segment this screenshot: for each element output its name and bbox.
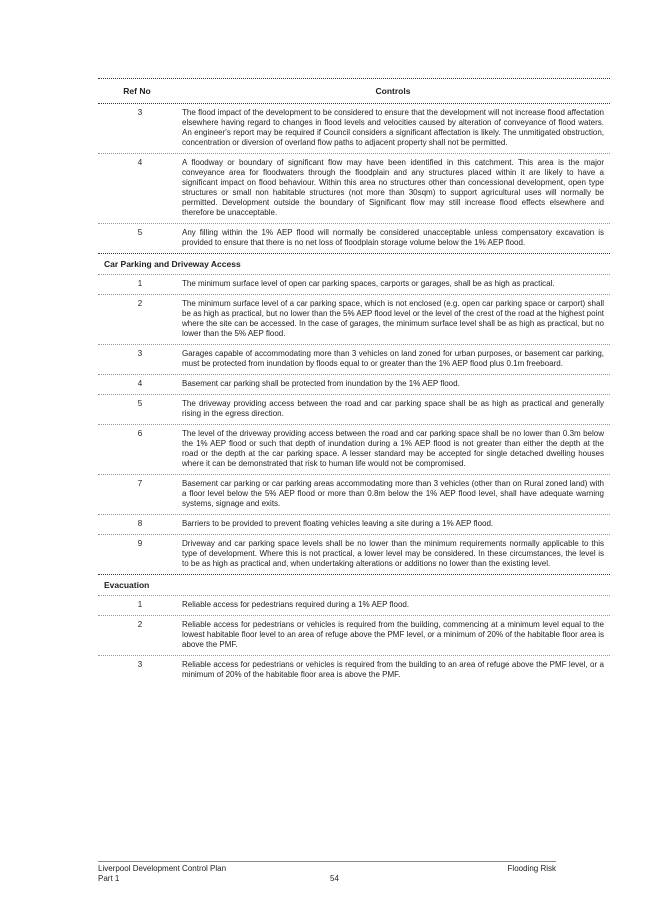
ref-number: 3	[137, 660, 143, 669]
control-text: The level of the driveway providing access between the road and car parking space shall be no lower than 0.3m below the 1% AEP flood or such that depth of inundation during a 1% AEP flood is not greater than either the depth at the road or the depth at the car parking space. A lesser standard may be accepted for single detached dwelling houses where it can be demonstrated that risk to human life would not be compromised.	[182, 429, 604, 468]
ref-number: 6	[137, 429, 143, 438]
table-row	[98, 375, 610, 394]
control-text: Garages capable of accommodating more than 3 vehicles on land zoned for urban purposes, or basement car parking, must be protected from inundation by floods equal to or greater than the 1% AEP flood plus 0.1m freeboard.	[182, 349, 604, 368]
table-row	[98, 345, 610, 374]
control-text: Any filling within the 1% AEP flood will normally be considered unacceptable unless compensatory excavation is provided to ensure that there is no net loss of floodplain storage volume below the 1% AEP flood.	[182, 228, 604, 247]
section-heading-evacuation: Evacuation	[104, 580, 150, 590]
footer-part: Part 1	[98, 874, 120, 883]
control-text: A floodway or boundary of significant flow may have been identified in this catchment. This area is the major conveyance area for floodwaters through the floodplain and any structures placed within it are likely to have a significant impact on flood behaviour. Within this area no structures other than concessional development, open type structures or small non habitable structures (not more than 30sqm) to support agricultural uses will normally be permitted. Development outside the boundary of Significant flow may still increase flood effects elsewhere and therefore be unacceptable.	[182, 158, 604, 217]
table-row	[98, 104, 610, 153]
ref-number: 1	[137, 279, 143, 288]
controls-table	[98, 78, 610, 685]
table-row	[98, 425, 610, 474]
ref-number: 2	[137, 299, 143, 308]
table-row	[98, 616, 610, 655]
ref-number: 2	[137, 620, 143, 629]
control-text: The driveway providing access between the road and car parking space shall be as high as practical and generally rising in the egress direction.	[182, 399, 604, 418]
section-heading-car-parking: Car Parking and Driveway Access	[104, 259, 241, 269]
control-text: The minimum surface level of a car parking space, which is not enclosed (e.g. open car parking space or carport) shall be as high as practical, but no lower than the 5% AEP flood level or the level of the crest of the road at the highest point where the site can be accessed. In the case of garages, the minimum surface level shall be as high as practical, but no lower than the 5% AEP flood.	[182, 299, 604, 338]
table-row	[98, 275, 610, 294]
table-row	[98, 535, 610, 574]
ref-no-header: Ref No	[123, 86, 151, 96]
ref-number: 9	[137, 539, 143, 548]
footer-rule	[98, 861, 556, 862]
control-text: Reliable access for pedestrians required during a 1% AEP flood.	[182, 600, 410, 609]
control-text: The minimum surface level of open car parking spaces, carports or garages, shall be as high as practical.	[182, 279, 555, 288]
table-row	[98, 475, 610, 514]
table-row	[98, 656, 610, 685]
footer-section-title: Flooding Risk	[507, 864, 556, 873]
page-footer	[98, 861, 556, 884]
ref-number: 7	[137, 479, 143, 488]
controls-header: Controls	[375, 86, 411, 96]
footer-plan-title: Liverpool Development Control Plan	[98, 864, 227, 873]
table-row	[98, 515, 610, 534]
page-number: 54	[330, 874, 339, 883]
control-text: Basement car parking or car parking areas accommodating more than 3 vehicles (other than on Rural zoned land) with a floor level below the 5% AEP flood or more than 0.8m below the 1% AEP flood level, shall have adequate warning systems, signage and exits.	[182, 479, 604, 508]
control-text: Driveway and car parking space levels shall be no lower than the minimum requirements normally applicable to this type of development. Where this is not practical, a lower level may be considered. In these circumstances, the level is to be as high as practical and, when undertaking alterations or additions no lower than the existing level.	[182, 539, 604, 568]
ref-number: 1	[137, 600, 143, 609]
ref-number: 4	[137, 158, 143, 167]
control-text: Barriers to be provided to prevent floating vehicles leaving a site during a 1% AEP flood.	[182, 519, 494, 528]
control-text: Reliable access for pedestrians or vehicles is required from the building, commencing at a minimum level equal to the lowest habitable floor level to an area of refuge above the PMF level, or a minimum of 20% of the habitable floor area is above the PMF.	[182, 620, 605, 649]
table-row	[98, 596, 610, 615]
table-row	[98, 395, 610, 424]
ref-number: 3	[137, 108, 143, 117]
ref-number: 3	[137, 349, 143, 358]
table-row	[98, 295, 610, 344]
control-text: Reliable access for pedestrians or vehicles is required from the building to an area of refuge above the PMF level, or a minimum of 20% of the habitable floor area is above the PMF.	[182, 660, 604, 679]
table-row	[98, 224, 610, 253]
table-row	[98, 154, 610, 223]
ref-number: 5	[137, 399, 143, 408]
ref-number: 5	[137, 228, 143, 237]
ref-number: 4	[137, 379, 143, 388]
control-text: Basement car parking shall be protected from inundation by the 1% AEP flood.	[182, 379, 460, 388]
table-header	[98, 79, 610, 103]
ref-number: 8	[137, 519, 143, 528]
control-text: The flood impact of the development to be considered to ensure that the development will not increase flood affectation elsewhere having regard to changes in flood levels and velocities caused by alteration of conveyance of flood waters. An engineer's report may be required if Council considers a significant affectation is likely. The unmitigated obstruction, concentration or diversion of overland flow paths to adjacent property shall not be permitted.	[182, 108, 604, 147]
